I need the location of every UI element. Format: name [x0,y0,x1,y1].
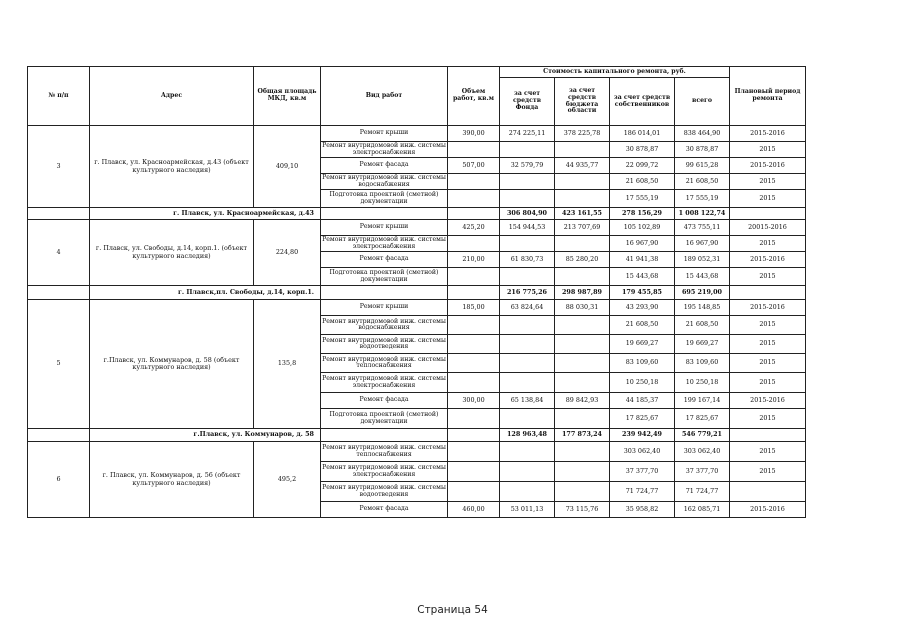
owners-cell: 19 669,27 [610,335,675,354]
fund-cell [500,142,555,158]
period-cell: 2015-2016 [730,126,806,142]
work-type-cell: Подготовка проектной (сметной) документации [321,190,448,208]
header-fund: за счет средств Фонда [500,78,555,126]
period-cell: 2015 [730,236,806,252]
area-cell: 495,2 [254,442,321,518]
regional-cell [555,409,610,429]
header-area: Общая площадь МКД, кв.м [254,67,321,126]
work-type-cell: Ремонт фасада [321,502,448,518]
regional-cell: 44 935,77 [555,158,610,174]
address-cell: г.Плавск, ул. Коммунаров, д. 58 (объект культурного наследия) [90,300,254,429]
total-cell: 162 085,71 [675,502,730,518]
area-cell: 409,10 [254,126,321,208]
subtotal-blank [448,208,500,220]
address-cell: г. Плавск, ул. Красноармейская, д.43 (объект культурного наследия) [90,126,254,208]
row-number: 5 [28,300,90,429]
work-type-cell: Ремонт внутридомовой инж. системы водоснабжения [322,174,446,188]
regional-cell: 213 707,69 [555,220,610,236]
owners-cell: 30 878,87 [610,142,675,158]
owners-cell: 35 958,82 [610,502,675,518]
fund-cell [500,190,555,208]
period-cell: 2015 [730,316,806,335]
period-cell: 2015 [730,174,806,190]
area-cell: 224,80 [254,220,321,286]
header-address: Адрес [90,67,254,126]
subtotal-regional: 298 987,89 [555,286,610,300]
volume-cell [448,373,500,393]
subtotal-blank [28,286,90,300]
work-type-cell: Ремонт внутридомовой инж. системы теплоснабжения [321,442,448,462]
period-cell: 2015-2016 [730,252,806,268]
fund-cell [500,354,555,373]
volume-cell: 507,00 [448,158,500,174]
work-type-cell: Ремонт внутридомовой инж. системы электроснабжения [322,142,446,156]
subtotal-total: 1 008 122,74 [675,208,730,220]
regional-cell [555,190,610,208]
fund-cell [500,482,555,502]
subtotal-blank [28,208,90,220]
fund-cell [500,316,555,335]
row-number: 6 [28,442,90,518]
subtotal-blank [730,208,806,220]
subtotal-blank [448,429,500,442]
subtotal-fund: 306 804,90 [500,208,555,220]
subtotal-blank [321,286,448,300]
total-cell: 17 825,67 [675,409,730,429]
regional-cell: 378 225,78 [555,126,610,142]
volume-cell [448,316,500,335]
address-cell: г. Плавск, ул. Свободы, д.14, корп.1. (объект культурного наследия) [90,220,254,286]
work-type-cell: Ремонт внутридомовой инж. системы водоснабжения [321,316,448,335]
total-cell: 71 724,77 [675,482,730,502]
regional-cell [555,236,610,252]
owners-cell: 41 941,38 [610,252,675,268]
fund-cell [500,442,555,462]
fund-cell [500,174,555,190]
period-cell [730,482,806,502]
total-cell: 17 555,19 [675,190,730,208]
volume-cell: 460,00 [448,502,500,518]
work-type-cell: Ремонт крыши [321,300,448,316]
volume-cell [448,142,500,158]
total-cell: 838 464,90 [675,126,730,142]
fund-cell [500,268,555,286]
owners-cell: 15 443,68 [610,268,675,286]
regional-cell [555,462,610,482]
subtotal-owners: 239 942,49 [610,429,675,442]
volume-cell: 300,00 [448,393,500,409]
volume-cell [448,190,500,208]
header-row-1 [28,67,806,78]
table-row [28,126,806,142]
fund-cell: 154 944,53 [500,220,555,236]
regional-cell [555,335,610,354]
period-cell: 2015 [730,462,806,482]
owners-cell: 17 555,19 [610,190,675,208]
subtotal-owners: 278 156,29 [610,208,675,220]
owners-cell: 105 102,89 [610,220,675,236]
row-number: 3 [28,126,90,208]
volume-cell [448,236,500,252]
owners-cell: 186 014,01 [610,126,675,142]
header-period: Плановый период ремонта [730,67,806,126]
period-cell: 2015 [730,142,806,158]
subtotal-regional: 177 873,24 [555,429,610,442]
volume-cell [448,462,500,482]
regional-cell: 89 842,93 [555,393,610,409]
total-cell: 21 608,50 [675,316,730,335]
regional-cell: 85 280,20 [555,252,610,268]
total-cell: 15 443,68 [675,268,730,286]
volume-cell [448,268,500,286]
owners-cell: 44 185,37 [610,393,675,409]
volume-cell: 210,00 [448,252,500,268]
subtotal-row [28,286,806,300]
address-cell: г. Плавск, ул. Коммунаров, д. 56 (объект культурного наследия) [90,442,254,518]
work-type-cell: Ремонт внутридомовой инж. системы электроснабжения [322,236,446,250]
header-work-type: Вид работ [321,67,448,126]
table-row [28,442,806,462]
owners-cell: 83 109,60 [610,354,675,373]
area-cell: 135,8 [254,300,321,429]
period-cell: 2015 [730,335,806,354]
regional-cell [555,482,610,502]
subtotal-fund: 216 775,26 [500,286,555,300]
work-type-cell: Ремонт внутридомовой инж. системы водоотведения [321,482,448,502]
fund-cell: 61 830,73 [500,252,555,268]
fund-cell: 53 011,13 [500,502,555,518]
subtotal-blank [448,286,500,300]
period-cell: 2015-2016 [730,502,806,518]
regional-cell [555,174,610,190]
total-cell: 195 148,85 [675,300,730,316]
total-cell: 37 377,70 [675,462,730,482]
volume-cell [448,335,500,354]
owners-cell: 71 724,77 [610,482,675,502]
subtotal-blank [730,286,806,300]
volume-cell [448,354,500,373]
period-cell: 2015 [730,373,806,393]
regional-cell [555,442,610,462]
header-num: № п/п [28,67,90,126]
volume-cell: 390,00 [448,126,500,142]
fund-cell [500,335,555,354]
volume-cell: 425,20 [448,220,500,236]
regional-cell: 88 030,31 [555,300,610,316]
subtotal-owners: 179 455,85 [610,286,675,300]
owners-cell: 17 825,67 [610,409,675,429]
header-volume: Объем работ, кв.м [448,67,500,126]
work-type-cell: Ремонт фасада [321,393,448,409]
subtotal-total: 546 779,21 [675,429,730,442]
volume-cell [448,442,500,462]
work-type-cell: Ремонт внутридомовой инж. системы водоотведения [321,335,448,354]
header-owners: за счет средств собственников [610,78,675,126]
fund-cell: 65 138,84 [500,393,555,409]
fund-cell [500,409,555,429]
total-cell: 303 062,40 [675,442,730,462]
period-cell: 2015 [730,354,806,373]
header-total: всего [675,78,730,126]
period-cell: 2015-2016 [730,158,806,174]
fund-cell [500,373,555,393]
header-cost-group: Стоимость капитального ремонта, руб. [500,67,730,78]
fund-cell [500,462,555,482]
total-cell: 473 755,11 [675,220,730,236]
capital-repair-table [27,66,806,518]
owners-cell: 37 377,70 [610,462,675,482]
work-type-cell: Ремонт фасада [321,252,448,268]
total-cell: 16 967,90 [675,236,730,252]
period-cell: 2015 [730,409,806,429]
row-number: 4 [28,220,90,286]
subtotal-total: 695 219,00 [675,286,730,300]
table-row [28,220,806,236]
period-cell: 2015 [730,190,806,208]
header-regional: за счет средств бюджета области [555,78,610,126]
total-cell: 30 878,87 [675,142,730,158]
subtotal-label: г. Плавск, ул. Красноармейская, д.43 [90,208,321,220]
period-cell: 2015 [730,268,806,286]
volume-cell [448,409,500,429]
fund-cell: 32 579,79 [500,158,555,174]
period-cell: 2015-2016 [730,300,806,316]
work-type-cell: Ремонт внутридомовой инж. системы электроснабжения [321,373,448,393]
owners-cell: 16 967,90 [610,236,675,252]
table-row [28,300,806,316]
work-type-cell: Подготовка проектной (сметной) документации [321,268,448,286]
subtotal-blank [321,208,448,220]
owners-cell: 21 608,50 [610,316,675,335]
total-cell: 19 669,27 [675,335,730,354]
work-type-cell: Ремонт внутридомовой инж. системы электроснабжения [321,462,448,482]
work-type-cell: Ремонт крыши [321,220,448,236]
fund-cell: 274 225,11 [500,126,555,142]
subtotal-label: г. Плавск,пл. Свободы, д.14, корп.1. [90,286,321,300]
regional-cell [555,373,610,393]
subtotal-blank [28,429,90,442]
page-number: Страница 54 [417,604,488,616]
subtotal-row [28,429,806,442]
owners-cell: 21 608,50 [610,174,675,190]
total-cell: 83 109,60 [675,354,730,373]
owners-cell: 303 062,40 [610,442,675,462]
fund-cell [500,236,555,252]
period-cell: 2015 [730,442,806,462]
work-type-cell: Подготовка проектной (сметной) документации [321,409,448,429]
work-type-cell: Ремонт фасада [321,158,448,174]
owners-cell: 10 250,18 [610,373,675,393]
total-cell: 21 608,50 [675,174,730,190]
volume-cell: 185,00 [448,300,500,316]
subtotal-blank [321,429,448,442]
work-type-cell: Ремонт крыши [321,126,448,142]
subtotal-fund: 128 963,48 [500,429,555,442]
subtotal-row [28,208,806,220]
total-cell: 189 052,31 [675,252,730,268]
volume-cell [448,174,500,190]
fund-cell: 63 824,64 [500,300,555,316]
regional-cell: 73 115,76 [555,502,610,518]
owners-cell: 43 293,90 [610,300,675,316]
period-cell: 20015-2016 [730,220,806,236]
regional-cell [555,268,610,286]
total-cell: 199 167,14 [675,393,730,409]
volume-cell [448,482,500,502]
subtotal-label: г.Плавск, ул. Коммунаров, д. 58 [90,429,321,442]
work-type-cell: Ремонт внутридомовой инж. системы теплоснабжения [321,354,448,373]
total-cell: 10 250,18 [675,373,730,393]
total-cell: 99 615,28 [675,158,730,174]
subtotal-blank [730,429,806,442]
period-cell: 2015-2016 [730,393,806,409]
subtotal-regional: 423 161,55 [555,208,610,220]
regional-cell [555,316,610,335]
regional-cell [555,142,610,158]
regional-cell [555,354,610,373]
owners-cell: 22 099,72 [610,158,675,174]
